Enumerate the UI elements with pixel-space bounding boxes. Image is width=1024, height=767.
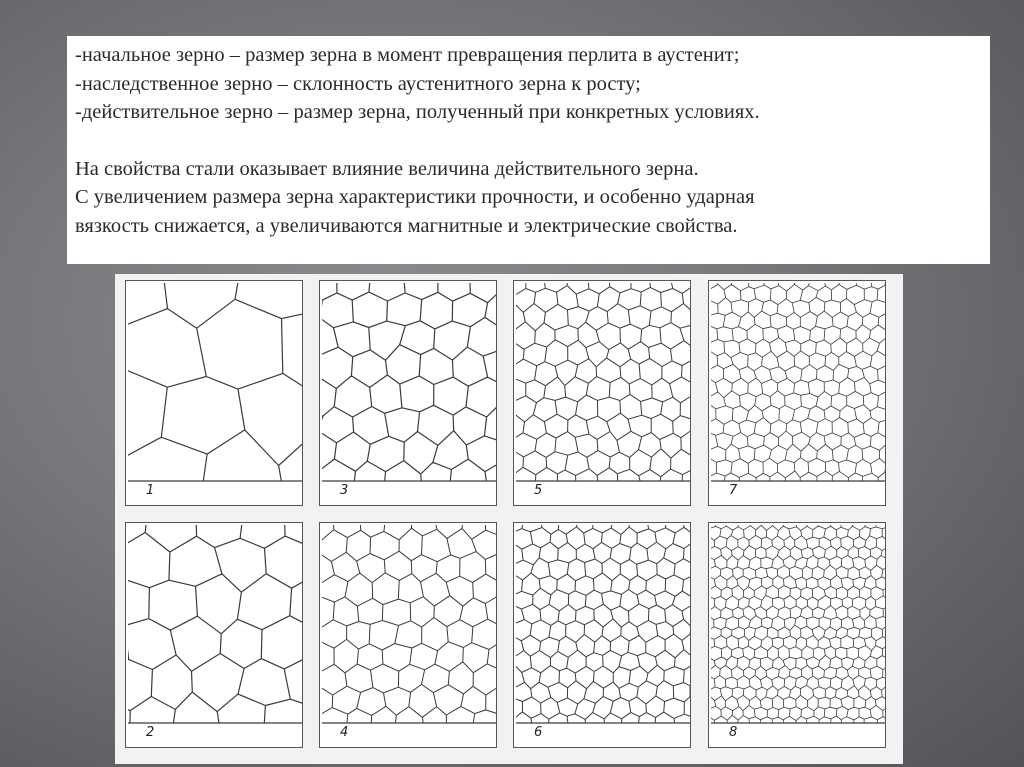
grain-number-7: 7 — [729, 483, 738, 498]
grain-structure-6 — [514, 523, 691, 748]
grain-boundaries — [514, 523, 691, 748]
grain-number-5: 5 — [534, 483, 543, 498]
grain-boundaries — [709, 523, 886, 741]
grain-boundaries — [514, 281, 691, 506]
definition-initial-grain: -начальное зерно – размер зерна в момент превращения перлита в аустенит; — [75, 44, 740, 66]
conclusion-line-1: На свойства стали оказывает влияние величина действительного зерна. — [75, 157, 699, 180]
grain-cell-4 — [319, 522, 497, 748]
grain-number-2: 2 — [146, 725, 155, 740]
grain-structure-4 — [320, 523, 497, 748]
definition-hereditary-grain: -наследственное зерно – склонность аустенитного зерна к росту; — [75, 72, 641, 95]
grain-boundaries — [126, 523, 303, 748]
grain-cell-8 — [708, 522, 886, 748]
grain-cell-3 — [319, 280, 497, 506]
grain-structure-3 — [320, 281, 497, 506]
grain-cell-1 — [125, 280, 303, 506]
text-box — [67, 36, 990, 264]
grain-boundaries — [320, 281, 497, 506]
definition-actual-grain: -действительное зерно – размер зерна, полученный при конкретных условиях. — [75, 101, 760, 123]
grain-cell-6 — [513, 522, 691, 748]
grain-size-figure — [115, 274, 903, 764]
grain-structure-5 — [514, 281, 691, 506]
grain-boundaries — [709, 281, 886, 505]
grain-cell-5 — [513, 280, 691, 506]
grain-number-8: 8 — [729, 725, 738, 740]
grain-number-3: 3 — [340, 483, 349, 498]
conclusion-line-2: С увеличением размера зерна характеристики прочности, и особенно ударная — [75, 186, 755, 208]
grain-structure-2 — [126, 523, 303, 748]
grain-structure-8 — [709, 523, 886, 748]
paragraph-gap — [75, 127, 982, 155]
grain-boundaries — [320, 523, 497, 748]
grain-structure-1 — [126, 281, 303, 506]
grain-boundaries — [126, 281, 303, 506]
grain-number-4: 4 — [340, 725, 349, 740]
grain-structure-7 — [709, 281, 886, 506]
grain-cell-7 — [708, 280, 886, 506]
grain-cell-2 — [125, 522, 303, 748]
grain-number-1: 1 — [146, 483, 155, 498]
grain-number-6: 6 — [534, 725, 543, 740]
conclusion-line-3: вязкость снижается, а увеличиваются магнитные и электрические свойства. — [75, 214, 738, 237]
